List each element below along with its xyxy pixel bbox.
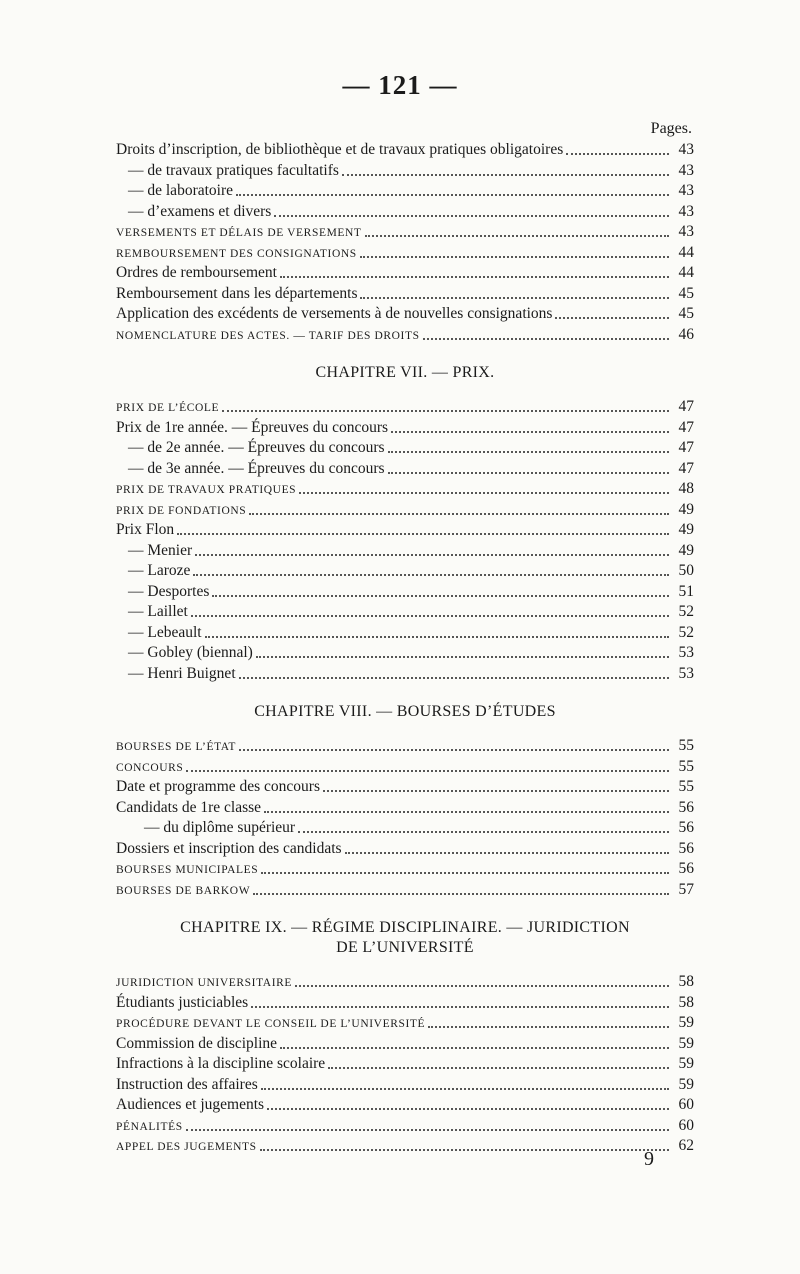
- dot-leader: [239, 677, 669, 679]
- toc-entry-label: BOURSES MUNICIPALES: [116, 864, 259, 876]
- toc-entry: [116, 1095, 694, 1116]
- toc-entry: [116, 757, 694, 778]
- toc-entry: [116, 561, 694, 582]
- toc-entry-label: — de 3e année. — Épreuves du concours: [128, 459, 385, 477]
- chapter-title: CHAPITRE VII. — PRIX.: [315, 364, 495, 381]
- toc-entry: [116, 304, 694, 325]
- toc-entry-label: Prix Flon: [116, 521, 175, 538]
- toc-entry-page: 49: [678, 521, 694, 538]
- toc-entry-page: 47: [678, 459, 694, 477]
- toc-entry: [116, 140, 694, 161]
- dot-leader: [388, 451, 669, 453]
- toc-entry-page: 44: [678, 243, 694, 261]
- toc-entry-page: 56: [678, 860, 694, 877]
- toc-entry: [116, 438, 694, 459]
- dot-leader: [423, 338, 669, 340]
- toc-entry-page: 49: [678, 541, 694, 559]
- toc-entry-page: 57: [678, 880, 694, 898]
- toc-entry: [116, 397, 694, 418]
- toc-entry-page: 43: [678, 161, 694, 179]
- toc-entry: [116, 222, 694, 243]
- dot-leader: [186, 1129, 669, 1131]
- dot-leader: [222, 410, 669, 412]
- toc-entry: [116, 859, 694, 880]
- toc-entry: [116, 664, 694, 685]
- toc-entry-label: BOURSES DE BARKOW: [116, 884, 251, 897]
- toc-entry: [116, 500, 694, 521]
- toc-entry-label: JURIDICTION UNIVERSITAIRE: [116, 977, 293, 989]
- toc-entry-page: 58: [678, 973, 694, 990]
- toc-entry-page: 56: [678, 839, 694, 857]
- dot-leader: [260, 1149, 669, 1151]
- toc-entry-page: 56: [678, 819, 694, 836]
- dot-leader: [205, 636, 669, 638]
- toc-entry-page: 45: [678, 284, 694, 302]
- toc-entry: [116, 1054, 694, 1075]
- toc-entry-label: — Desportes: [128, 582, 210, 600]
- dot-leader: [274, 215, 669, 217]
- toc-entry-label: — Laroze: [128, 562, 191, 579]
- toc-entry-label: — Lebeault: [128, 623, 202, 641]
- toc-entry-label: Prix de 1re année. — Épreuves du concours: [116, 418, 389, 436]
- toc-entry-label: Remboursement dans les départements: [116, 284, 358, 302]
- toc-entry-page: 47: [678, 418, 694, 436]
- toc-entry-label: APPEL DES JUGEMENTS: [116, 1141, 257, 1153]
- toc-entry: [116, 993, 694, 1014]
- toc-entry: [116, 1034, 694, 1055]
- dot-leader: [186, 770, 669, 772]
- toc-entry: [116, 839, 694, 860]
- dot-leader: [298, 831, 669, 833]
- toc-entry-page: 45: [678, 305, 694, 322]
- dot-leader: [195, 554, 669, 556]
- toc-entry: [116, 284, 694, 305]
- dot-leader: [360, 297, 669, 299]
- dot-leader: [261, 1088, 669, 1090]
- dot-leader: [280, 276, 669, 278]
- toc-entry-label: VERSEMENTS ET DÉLAIS DE VERSEMENT: [116, 227, 362, 239]
- toc-entry-label: — Gobley (biennal): [128, 644, 253, 661]
- toc-entry-label: — Henri Buignet: [128, 664, 236, 682]
- dot-leader: [264, 811, 669, 813]
- toc-entry-page: 59: [678, 1055, 694, 1072]
- toc-entry: [116, 181, 694, 202]
- toc-entry: [116, 325, 694, 346]
- dot-leader: [323, 790, 669, 792]
- toc-entry-label: Dossiers et inscription des candidats: [116, 839, 342, 857]
- dot-leader: [280, 1047, 669, 1049]
- toc-entry-label: Application des excédents de versements à de nouvelles consignations: [116, 305, 553, 322]
- toc-entry: [116, 202, 694, 223]
- toc-entry: [116, 798, 694, 819]
- toc-entry-page: 56: [678, 798, 694, 816]
- toc-entry-page: 52: [678, 623, 694, 641]
- toc-entry: [116, 582, 694, 603]
- dot-leader: [388, 472, 669, 474]
- toc-entry-label: Ordres de remboursement: [116, 264, 277, 281]
- toc-entry: [116, 972, 694, 993]
- toc-entry-label: — du diplôme supérieur: [144, 819, 296, 836]
- toc-entry-page: 52: [678, 603, 694, 620]
- toc-entry-label: PÉNALITÉS: [116, 1120, 183, 1133]
- toc-entry-label: Étudiants justiciables: [116, 993, 249, 1011]
- dot-leader: [345, 852, 669, 854]
- toc-entry-label: Infractions à la discipline scolaire: [116, 1055, 326, 1072]
- toc-entry: [116, 880, 694, 901]
- toc-entry-label: PROCÉDURE DEVANT LE CONSEIL DE L’UNIVERSITÉ: [116, 1018, 426, 1030]
- toc-entry: [116, 623, 694, 644]
- toc-entry-page: 58: [678, 993, 694, 1011]
- toc-entry: [116, 1116, 694, 1137]
- toc-entry: [116, 818, 694, 839]
- dot-leader: [236, 194, 669, 196]
- dot-leader: [193, 574, 669, 576]
- dot-leader: [239, 749, 669, 751]
- toc-entry-label: Candidats de 1re classe: [116, 798, 262, 816]
- toc-entry-page: 60: [678, 1116, 694, 1134]
- toc-entry-label: Instruction des affaires: [116, 1075, 258, 1093]
- table-of-contents: [116, 140, 694, 1157]
- toc-entry: [116, 736, 694, 757]
- toc-entry: [116, 602, 694, 623]
- signature-mark: 9: [644, 1148, 654, 1170]
- toc-entry-page: 51: [678, 582, 694, 600]
- toc-entry-page: 55: [678, 737, 694, 754]
- toc-entry-page: 47: [678, 398, 694, 415]
- toc-entry: [116, 1013, 694, 1034]
- dot-leader: [299, 492, 669, 494]
- toc-entry-label: — de laboratoire: [128, 182, 234, 199]
- toc-entry-label: — Menier: [128, 541, 193, 559]
- toc-entry: [116, 1075, 694, 1096]
- toc-entry-label: NOMENCLATURE DES ACTES. — TARIF DES DROITS: [116, 329, 420, 342]
- toc-entry-label: BOURSES DE L’ÉTAT: [116, 741, 237, 753]
- toc-entry: [116, 459, 694, 480]
- toc-entry-label: REMBOURSEMENT DES CONSIGNATIONS: [116, 247, 357, 260]
- dot-leader: [191, 615, 669, 617]
- toc-entry-page: 50: [678, 562, 694, 579]
- chapter-title: CHAPITRE VIII. — BOURSES D’ÉTUDES: [254, 703, 556, 720]
- toc-entry-page: 53: [678, 664, 694, 682]
- dot-leader: [251, 1006, 669, 1008]
- chapter-title: CHAPITRE IX. — RÉGIME DISCIPLINAIRE. — JURIDICTION: [180, 919, 630, 936]
- dot-leader: [428, 1026, 669, 1028]
- toc-entry-page: 59: [678, 1014, 694, 1031]
- toc-entry-page: 60: [678, 1096, 694, 1113]
- toc-entry-label: Audiences et jugements: [116, 1096, 265, 1113]
- toc-entry-page: 44: [678, 264, 694, 281]
- toc-entry-label: Droits d’inscription, de bibliothèque et de travaux pratiques obligatoires: [116, 141, 564, 158]
- chapter-title-continuation: DE L’UNIVERSITÉ: [336, 939, 474, 956]
- toc-entry-page: 59: [678, 1075, 694, 1093]
- dot-leader: [295, 985, 669, 987]
- toc-entry-label: — de 2e année. — Épreuves du concours: [128, 439, 385, 456]
- toc-entry-label: PRIX DE L’ÉCOLE: [116, 402, 220, 414]
- page-number-header: — 121 —: [342, 70, 458, 100]
- toc-entry-page: 55: [678, 757, 694, 775]
- dot-leader: [267, 1108, 669, 1110]
- dot-leader: [555, 317, 669, 319]
- toc-entry-label: CONCOURS: [116, 761, 184, 774]
- toc-entry-label: — de travaux pratiques facultatifs: [128, 161, 339, 179]
- toc-entry-label: PRIX DE FONDATIONS: [116, 504, 247, 517]
- toc-entry-page: 49: [678, 500, 694, 518]
- toc-entry: [116, 643, 694, 664]
- toc-entry: [116, 243, 694, 264]
- toc-entry-page: 47: [678, 439, 694, 456]
- toc-entry-page: 43: [678, 202, 694, 220]
- toc-entry-page: 46: [678, 325, 694, 343]
- toc-entry-label: — Laillet: [128, 603, 188, 620]
- toc-entry: [116, 263, 694, 284]
- dot-leader: [328, 1067, 669, 1069]
- toc-entry-page: 48: [678, 480, 694, 497]
- dot-leader: [212, 595, 669, 597]
- toc-entry-page: 43: [678, 182, 694, 199]
- dot-leader: [249, 513, 669, 515]
- toc-entry: [116, 418, 694, 439]
- dot-leader: [342, 174, 669, 176]
- toc-entry-label: Commission de discipline: [116, 1034, 278, 1052]
- toc-entry-label: Date et programme des concours: [116, 778, 321, 795]
- toc-entry: [116, 479, 694, 500]
- toc-entry: [116, 777, 694, 798]
- toc-entry-page: 43: [678, 223, 694, 240]
- toc-entry: [116, 161, 694, 182]
- toc-entry-page: 59: [678, 1034, 694, 1052]
- toc-entry: [116, 520, 694, 541]
- toc-entry-label: — d’examens et divers: [128, 202, 272, 220]
- pages-column-label: Pages.: [650, 120, 692, 137]
- toc-entry-page: 43: [678, 141, 694, 158]
- toc-entry-page: 62: [678, 1137, 694, 1154]
- toc-entry: [116, 1136, 694, 1157]
- dot-leader: [365, 235, 669, 237]
- dot-leader: [360, 256, 669, 258]
- toc-entry-label: PRIX DE TRAVAUX PRATIQUES: [116, 484, 297, 496]
- dot-leader: [177, 533, 669, 535]
- dot-leader: [566, 153, 669, 155]
- dot-leader: [391, 431, 669, 433]
- dot-leader: [261, 872, 669, 874]
- toc-entry-page: 55: [678, 778, 694, 795]
- dot-leader: [253, 893, 669, 895]
- toc-entry: [116, 541, 694, 562]
- dot-leader: [256, 656, 669, 658]
- toc-entry-page: 53: [678, 644, 694, 661]
